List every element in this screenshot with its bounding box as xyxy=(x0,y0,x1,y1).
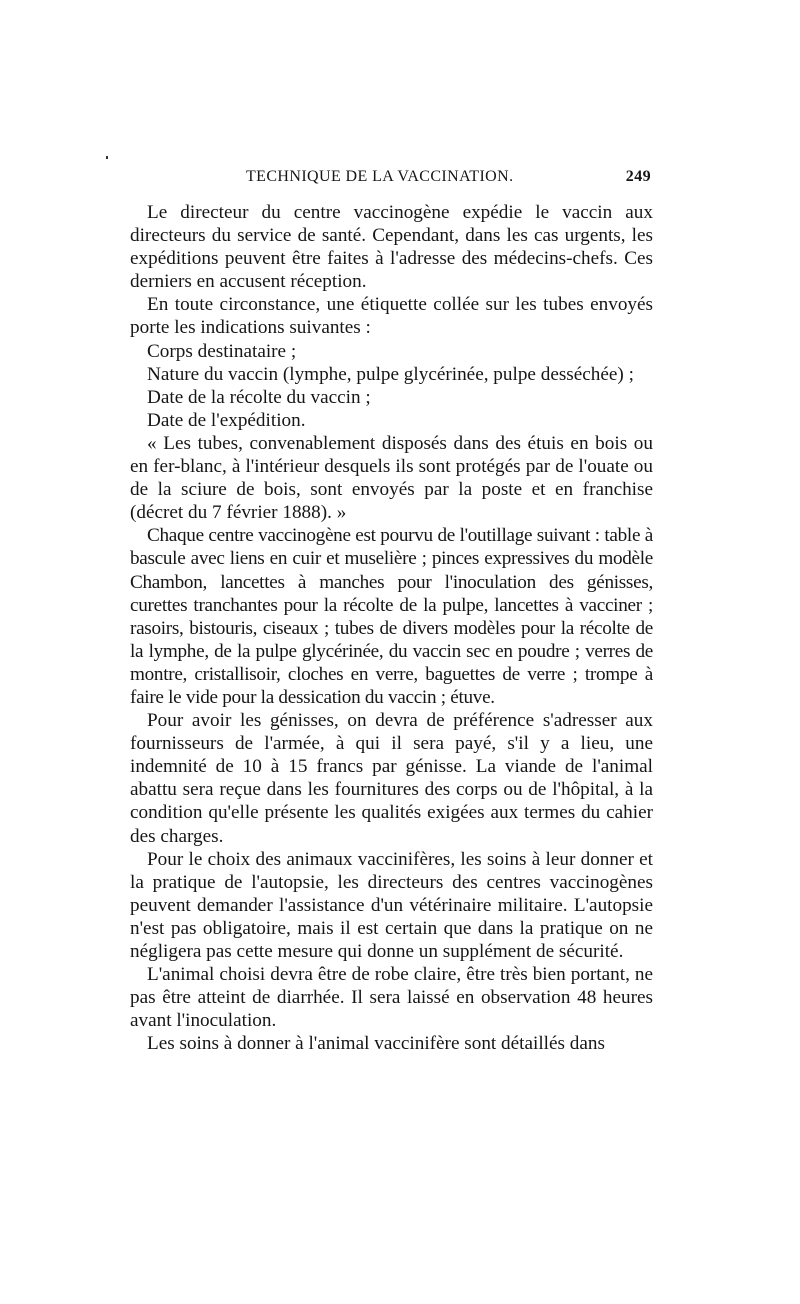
running-header xyxy=(130,168,653,192)
quotation: « Les tubes, convenablement disposés dans des étuis en bois ou en fer-blanc, à l'intérieur desquels ils sont protégés par de l'ouate ou de la sciure de bois, sont envoyés par la poste et en franchise (décret du 7 février 1888). » xyxy=(130,432,653,524)
chapter-title: TECHNIQUE DE LA VACCINATION. xyxy=(246,168,514,185)
list-item: Date de la récolte du vaccin ; xyxy=(147,386,371,408)
page-number: 249 xyxy=(625,168,651,185)
list-item: Date de l'expédition. xyxy=(147,409,306,431)
paragraph: Chaque centre vaccinogène est pourvu de l'outillage suivant : table à bascule avec liens en cuir et muselière ; pinces expressives du modèle Chambon, lancettes à manches pour l'inoculation des génisses, curettes tranchantes pour la récolte de la pulpe, lancettes à vacciner ; rasoirs, bistouris, ciseaux ; tubes de divers modèles pour la récolte de la lymphe, de la pulpe glycérinée, du vaccin sec en poudre ; verres de montre, cristallisoir, cloches en verre, baguettes de verre ; trompe à faire le vide pour la dessication du vaccin ; étuve. xyxy=(130,525,653,708)
paragraph: Pour le choix des animaux vaccinifères, les soins à leur donner et la pratique de l'autopsie, les directeurs des centres vaccinogènes peuvent demander l'assistance d'un vétérinaire militaire. L'autopsie n'est pas obligatoire, mais il est certain que dans la pratique on ne négligera pas cette mesure qui donne un supplément de sécurité. xyxy=(130,848,653,962)
paragraph: Pour avoir les génisses, on devra de préférence s'adresser aux fournisseurs de l'armée, à qui il sera payé, s'il y a lieu, une indemnité de 10 à 15 francs par génisse. La viande de l'animal abattu sera reçue dans les fournitures des corps ou de l'hôpital, à la condition qu'elle présente les qualités exigées aux termes du cahier des charges. xyxy=(130,710,653,847)
list-item: Nature du vaccin (lymphe, pulpe glycérinée, pulpe desséchée) ; xyxy=(147,363,634,385)
page-body xyxy=(130,201,653,1055)
paragraph: En toute circonstance, une étiquette collée sur les tubes envoyés porte les indications suivantes : xyxy=(130,294,653,339)
paragraph: L'animal choisi devra être de robe claire, être très bien portant, ne pas être atteint de diarrhée. Il sera laissé en observation 48 heures avant l'inoculation. xyxy=(130,964,653,1032)
paragraph: Le directeur du centre vaccinogène expédie le vaccin aux directeurs du service de santé. Cependant, dans les cas urgents, les expéditions peuvent être faites à l'adresse des médecins-chefs. Ces derniers en accusent réception. xyxy=(130,202,653,293)
book-page xyxy=(130,168,653,1055)
list-item: Corps destinataire ; xyxy=(147,340,297,362)
paragraph: Les soins à donner à l'animal vaccinifère sont détaillés dans xyxy=(147,1033,605,1055)
ink-speck xyxy=(106,156,108,159)
